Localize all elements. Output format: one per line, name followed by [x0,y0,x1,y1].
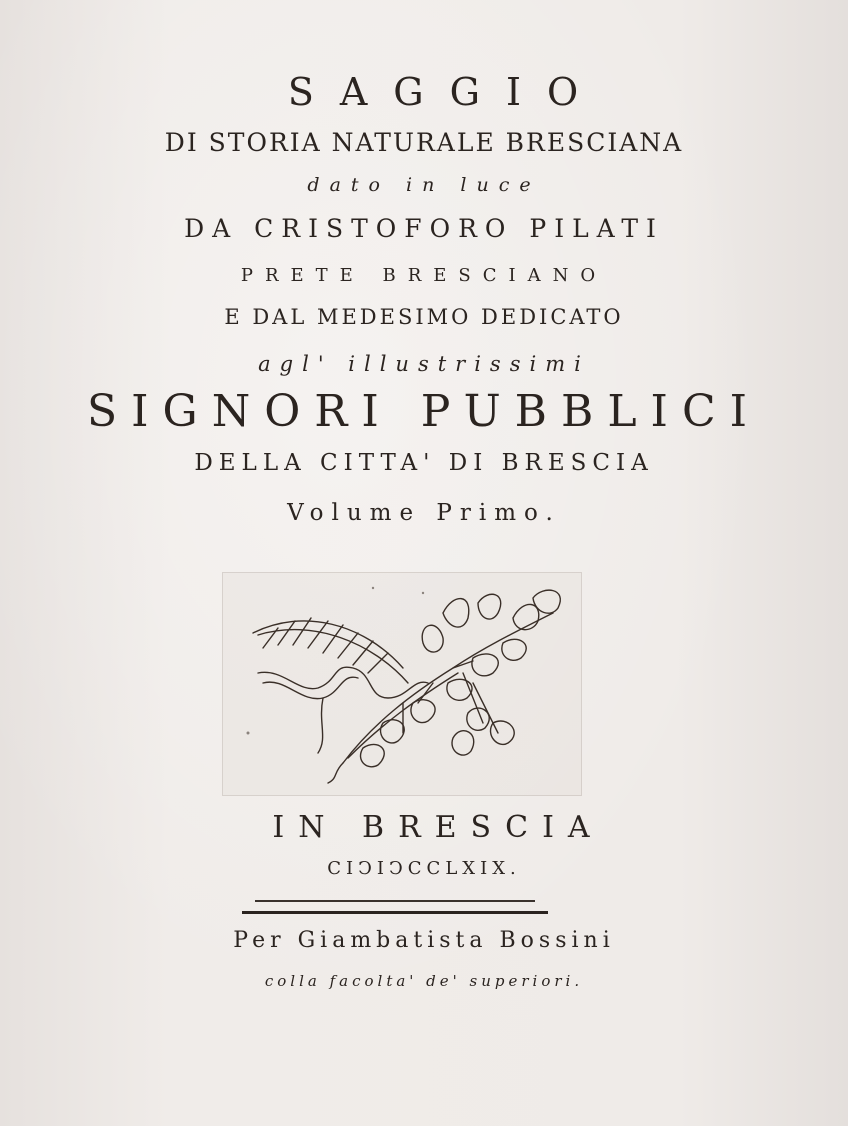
dedication-line: E DAL MEDESIMO DEDICATO [224,305,624,329]
divider-rule-thin [255,900,535,902]
dedicatee-city-line: DELLA CITTA' DI BRESCIA [194,450,654,476]
divider-rule-thick [242,911,548,914]
book-subtitle: DI STORIA NATURALE BRESCIANA [164,128,684,157]
imprint-date: CIↃIↃCCLXIX. [327,858,521,879]
imprint-license: colla facolta' de' superiori. [264,972,584,990]
book-title: SAGGIO [287,70,605,114]
imprint-printer: Per Giambatista Bossini [233,928,615,953]
dato-in-luce-line: dato in luce [307,174,541,196]
vignette-plate [222,572,582,796]
floral-branch-engraving-icon [223,573,581,795]
author-line: DA CRISTOFORO PILATI [184,214,664,243]
volume-line: Volume Primo. [287,500,561,526]
imprint-place: IN BRESCIA [272,810,604,845]
dedicatee-line: SIGNORI PUBBLICI [87,386,761,437]
author-role-line: PRETE BRESCIANO [240,265,608,286]
dedication-honorific: agl' illustrissimi [258,352,590,376]
